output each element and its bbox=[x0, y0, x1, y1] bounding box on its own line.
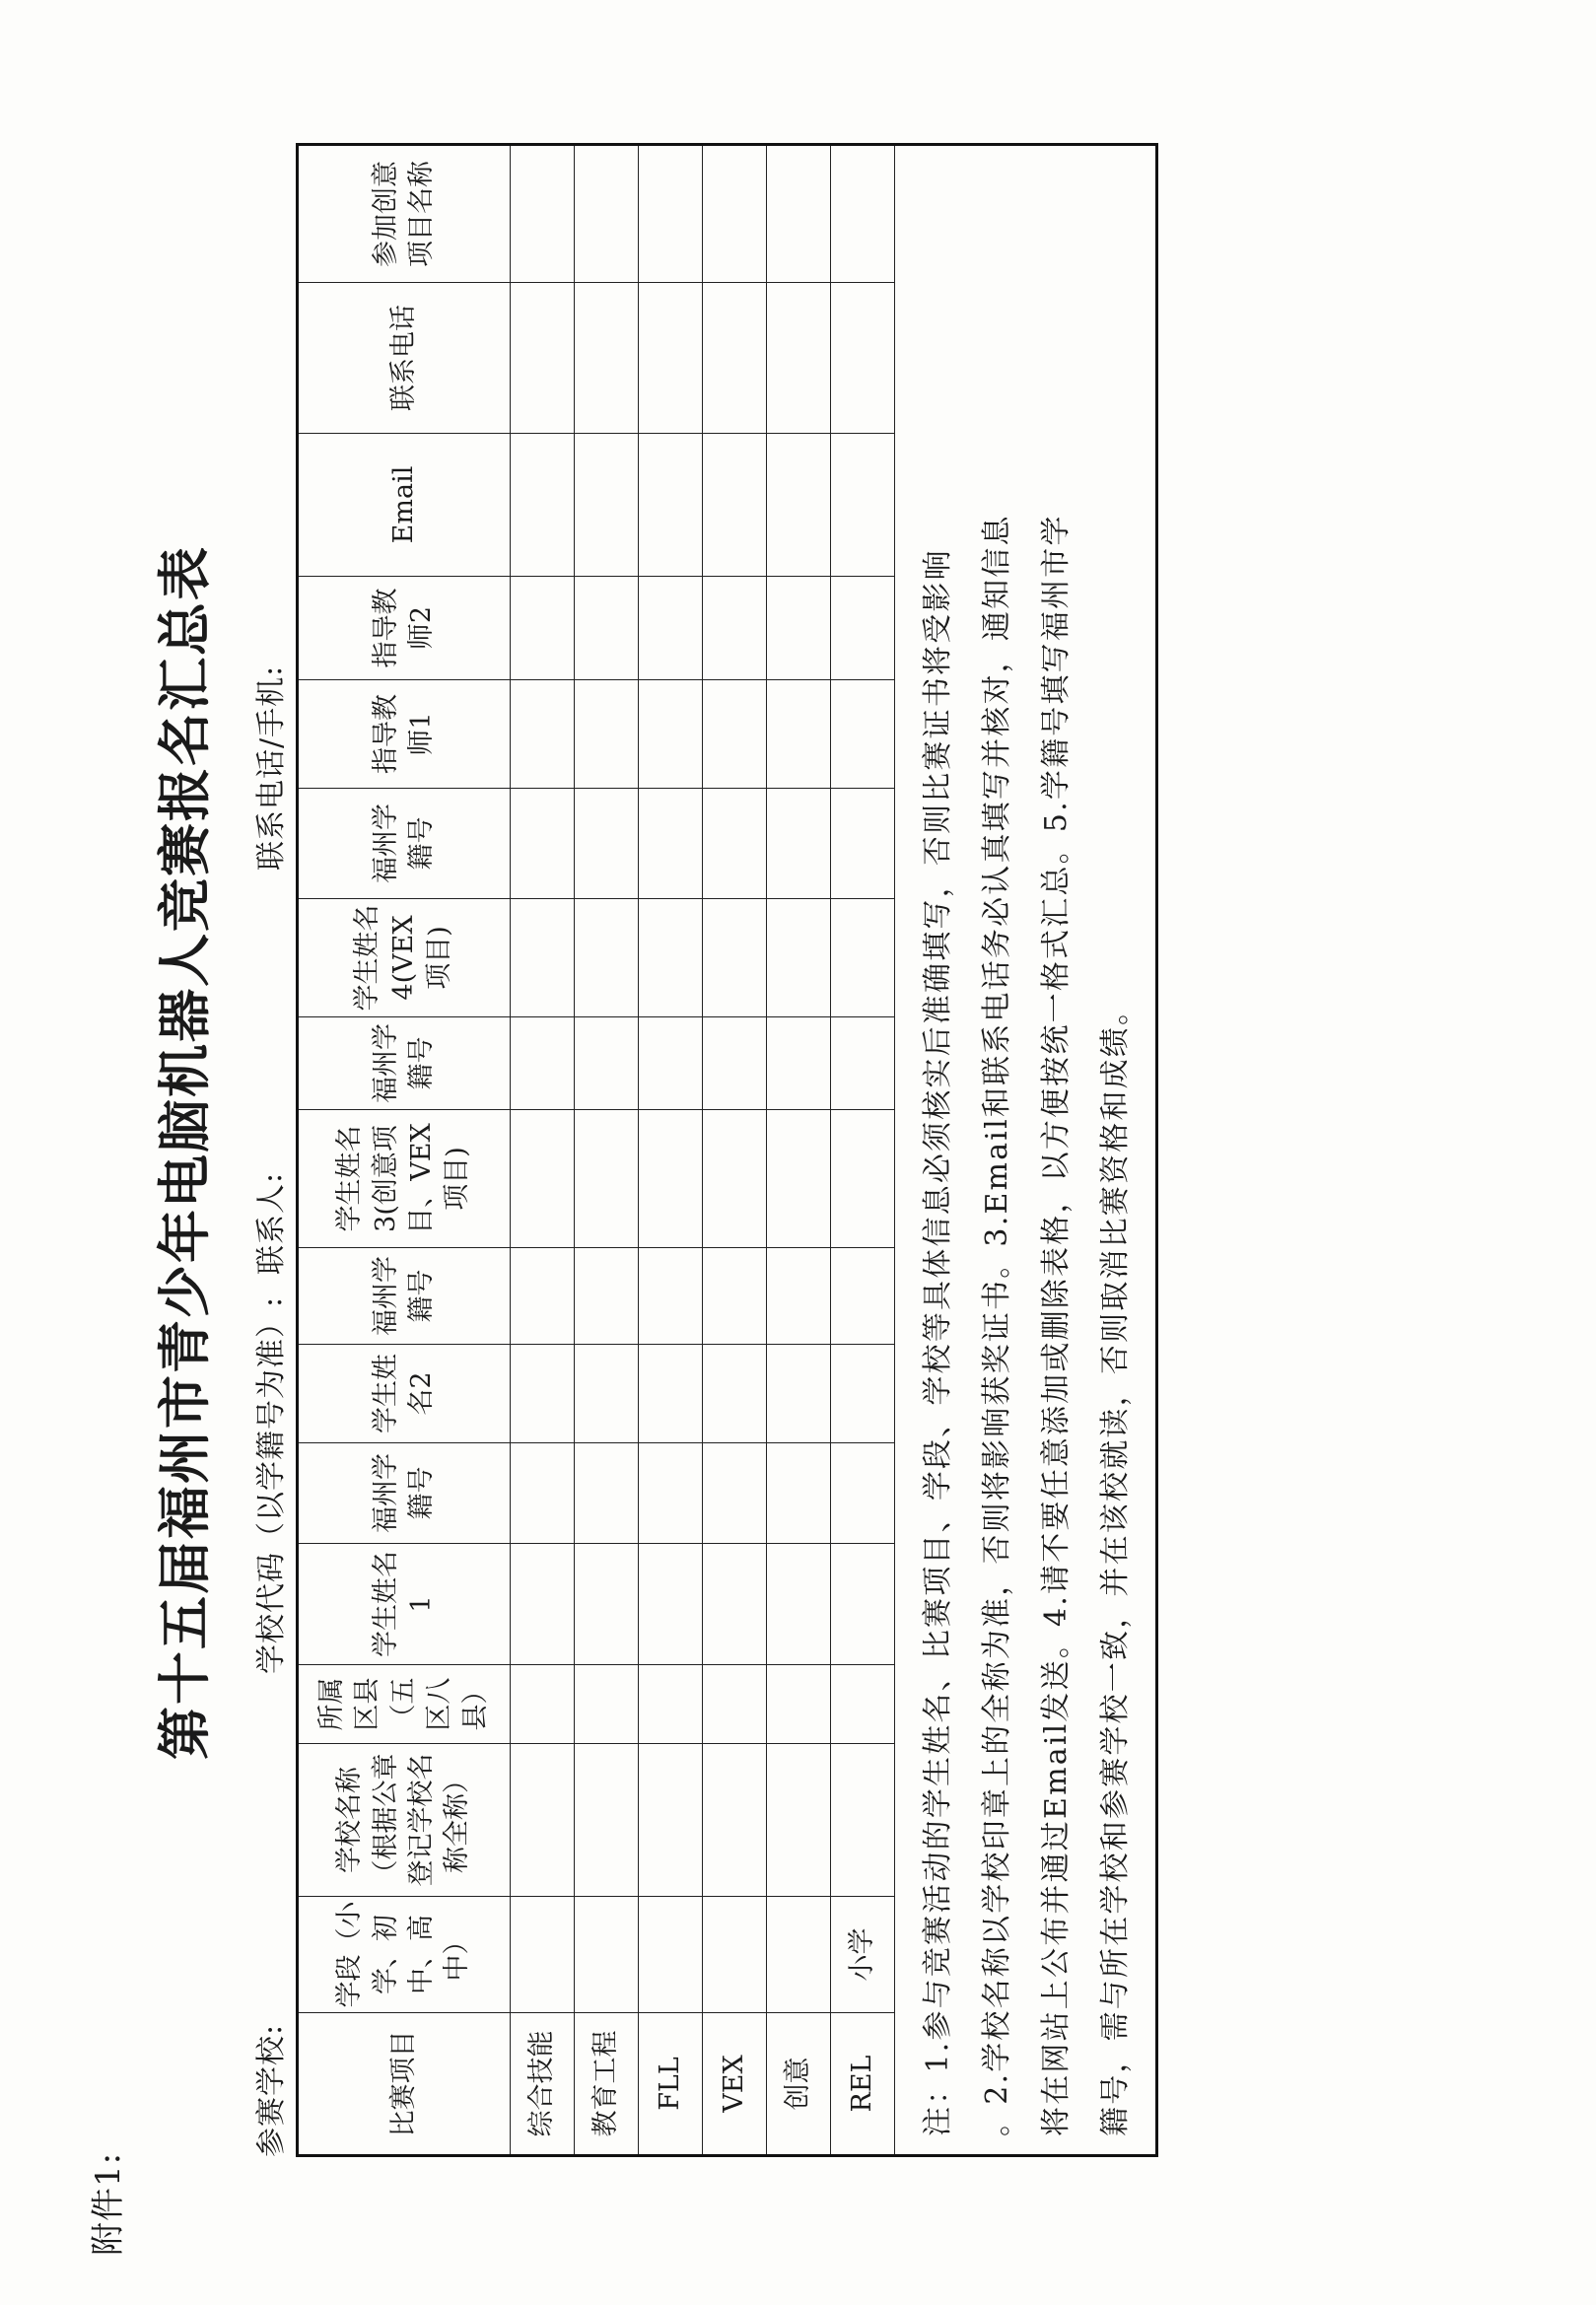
table-cell bbox=[767, 1443, 831, 1544]
note-line: 。2.学校名称以学校印章上的全称为准，否则将影响获奖证书。3.Email和联系电话务必认真填写并核对，通知信息 bbox=[980, 514, 1014, 2136]
stage-cell bbox=[511, 1897, 575, 2013]
column-header: 参加创意项目名称 bbox=[298, 145, 511, 283]
table-cell bbox=[511, 1345, 575, 1443]
table-cell bbox=[703, 1110, 767, 1248]
stage-cell bbox=[575, 1897, 639, 2013]
table-cell bbox=[575, 434, 639, 577]
table-cell bbox=[831, 1744, 895, 1897]
table-cell bbox=[831, 1345, 895, 1443]
table-cell bbox=[831, 1665, 895, 1744]
project-cell: VEX bbox=[703, 2013, 767, 2156]
table-cell bbox=[639, 1110, 703, 1248]
column-header: 联系电话 bbox=[298, 283, 511, 434]
table-cell bbox=[767, 577, 831, 680]
project-cell: FLL bbox=[639, 2013, 703, 2156]
table-cell bbox=[511, 680, 575, 789]
column-header: 学生姓名3(创意项目、VEX项目) bbox=[298, 1110, 511, 1248]
table-cell bbox=[831, 1017, 895, 1110]
table-cell bbox=[639, 789, 703, 899]
table-cell bbox=[511, 1017, 575, 1110]
table-cell bbox=[767, 680, 831, 789]
project-cell: 综合技能 bbox=[511, 2013, 575, 2156]
table-cell bbox=[639, 283, 703, 434]
table-row bbox=[639, 145, 703, 2156]
table-cell bbox=[511, 1248, 575, 1345]
table-cell bbox=[575, 899, 639, 1017]
table-cell bbox=[831, 577, 895, 680]
table-cell bbox=[639, 899, 703, 1017]
table-cell bbox=[831, 1248, 895, 1345]
table-cell bbox=[511, 577, 575, 680]
table-cell bbox=[575, 577, 639, 680]
table-cell bbox=[575, 145, 639, 283]
table-cell bbox=[703, 899, 767, 1017]
attachment-label: 附件1: bbox=[89, 2151, 128, 2256]
table-cell bbox=[703, 680, 767, 789]
table-cell bbox=[575, 1248, 639, 1345]
table-cell bbox=[767, 1110, 831, 1248]
table-cell bbox=[703, 1345, 767, 1443]
table-cell bbox=[767, 1544, 831, 1665]
table-cell bbox=[767, 1744, 831, 1897]
table-cell bbox=[575, 1443, 639, 1544]
table-body bbox=[511, 145, 895, 2156]
column-header: 比赛项目 bbox=[298, 2013, 511, 2156]
notes-block bbox=[909, 164, 1145, 2136]
column-header: 所属区县（五区八县） bbox=[298, 1665, 511, 1744]
notes-row bbox=[895, 145, 1157, 2156]
table-cell bbox=[639, 1248, 703, 1345]
table-cell bbox=[831, 1443, 895, 1544]
table-cell bbox=[639, 1017, 703, 1110]
table-cell bbox=[831, 145, 895, 283]
table-cell bbox=[575, 789, 639, 899]
table-cell bbox=[575, 1110, 639, 1248]
table-cell bbox=[703, 283, 767, 434]
table-cell bbox=[639, 1665, 703, 1744]
table-cell bbox=[639, 1544, 703, 1665]
column-header: 学生姓名1 bbox=[298, 1544, 511, 1665]
table-cell bbox=[831, 1110, 895, 1248]
table-cell bbox=[767, 1017, 831, 1110]
table-cell bbox=[703, 434, 767, 577]
table-cell bbox=[575, 1345, 639, 1443]
table-cell bbox=[767, 145, 831, 283]
registration-table bbox=[296, 143, 1158, 2157]
table-cell bbox=[511, 283, 575, 434]
table-cell bbox=[767, 1345, 831, 1443]
table-cell bbox=[575, 1744, 639, 1897]
table-cell bbox=[511, 1110, 575, 1248]
column-header: 指导教师1 bbox=[298, 680, 511, 789]
notes-cell bbox=[895, 145, 1157, 2156]
table-cell bbox=[511, 434, 575, 577]
table-cell bbox=[831, 283, 895, 434]
table-cell bbox=[703, 577, 767, 680]
registration-table-wrapper bbox=[296, 146, 1158, 2157]
table-cell bbox=[831, 434, 895, 577]
table-cell bbox=[575, 680, 639, 789]
table-cell bbox=[767, 283, 831, 434]
table-cell bbox=[511, 1443, 575, 1544]
table-cell bbox=[831, 680, 895, 789]
column-header: 指导教师2 bbox=[298, 577, 511, 680]
table-row bbox=[575, 145, 639, 2156]
table-cell bbox=[639, 1345, 703, 1443]
column-header: 福州学籍号 bbox=[298, 1248, 511, 1345]
table-cell bbox=[511, 1665, 575, 1744]
table-cell bbox=[639, 577, 703, 680]
participating-school-label: 参赛学校: bbox=[254, 2023, 289, 2157]
column-header: 学段（小学、初中、高中） bbox=[298, 1897, 511, 2013]
table-cell bbox=[703, 1248, 767, 1345]
table-cell bbox=[639, 434, 703, 577]
table-cell bbox=[511, 899, 575, 1017]
table-row bbox=[511, 145, 575, 2156]
table-cell bbox=[511, 1744, 575, 1897]
project-cell: 教育工程 bbox=[575, 2013, 639, 2156]
table-cell bbox=[575, 1017, 639, 1110]
table-row bbox=[831, 145, 895, 2156]
table-cell bbox=[511, 145, 575, 283]
contact-phone-label: 联系电话/手机: bbox=[254, 664, 289, 871]
note-line: 将在网站上公布并通过Email发送。4.请不要任意添加或删除表格，以方便按统一格式汇总。5.学籍号填写福州市学 bbox=[1039, 514, 1074, 2136]
column-header: 学校名称（根据公章登记学校名称全称） bbox=[298, 1744, 511, 1897]
table-cell bbox=[575, 283, 639, 434]
table-cell bbox=[703, 1744, 767, 1897]
table-cell bbox=[575, 1665, 639, 1744]
project-cell: 创意 bbox=[767, 2013, 831, 2156]
table-cell bbox=[703, 1544, 767, 1665]
table-row bbox=[767, 145, 831, 2156]
contact-person-label: 联系人: bbox=[254, 1171, 289, 1275]
column-header: 学生姓名2 bbox=[298, 1345, 511, 1443]
table-cell bbox=[831, 1544, 895, 1665]
table-cell bbox=[767, 789, 831, 899]
school-code-label: 学校代码（以学籍号为准）: bbox=[254, 1295, 289, 1674]
stage-cell bbox=[703, 1897, 767, 2013]
table-cell bbox=[639, 680, 703, 789]
table-cell bbox=[639, 145, 703, 283]
stage-cell bbox=[767, 1897, 831, 2013]
table-cell bbox=[639, 1443, 703, 1544]
note-line: 籍号，需与所在学校和参赛学校一致，并在该校就读，否则取消比赛资格和成绩。 bbox=[1098, 993, 1133, 2136]
stage-cell: 小学 bbox=[831, 1897, 895, 2013]
table-cell bbox=[831, 789, 895, 899]
table-row bbox=[703, 145, 767, 2156]
table-cell bbox=[639, 1744, 703, 1897]
table-cell bbox=[767, 1248, 831, 1345]
table-cell bbox=[703, 789, 767, 899]
table-cell bbox=[703, 1017, 767, 1110]
column-header: 福州学籍号 bbox=[298, 789, 511, 899]
column-header: 学生姓名4(VEX项目) bbox=[298, 899, 511, 1017]
note-line: 注：1.参与竞赛活动的学生姓名、比赛项目、学段、学校等具体信息必须核实后准确填写，否则比赛证书将受影响 bbox=[921, 548, 955, 2136]
column-header: 福州学籍号 bbox=[298, 1443, 511, 1544]
page-title: 第十五届福州市青少年电脑机器人竞赛报名汇总表 bbox=[153, 545, 216, 1760]
table-cell bbox=[767, 434, 831, 577]
table-cell bbox=[511, 789, 575, 899]
table-cell bbox=[703, 145, 767, 283]
table-cell bbox=[767, 899, 831, 1017]
table-cell bbox=[767, 1665, 831, 1744]
column-header: Email bbox=[298, 434, 511, 577]
table-cell bbox=[575, 1544, 639, 1665]
table-cell bbox=[703, 1443, 767, 1544]
table-cell bbox=[703, 1665, 767, 1744]
table-cell bbox=[831, 899, 895, 1017]
table-cell bbox=[511, 1544, 575, 1665]
table-header-row bbox=[298, 145, 511, 2156]
project-cell: REL bbox=[831, 2013, 895, 2156]
column-header: 福州学籍号 bbox=[298, 1017, 511, 1110]
stage-cell bbox=[639, 1897, 703, 2013]
